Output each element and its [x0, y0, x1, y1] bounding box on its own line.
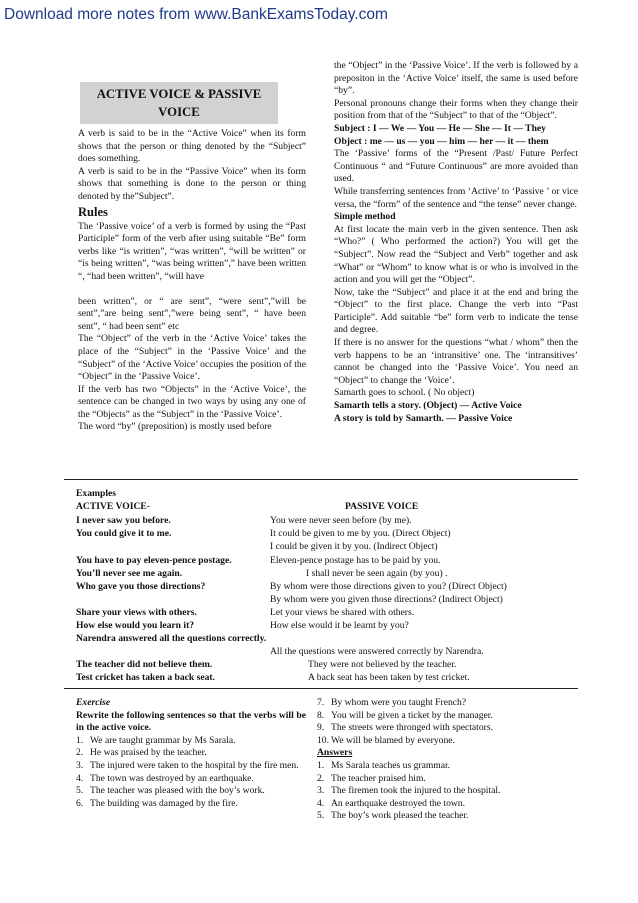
item-number: 3. [76, 759, 84, 771]
list-item [76, 747, 306, 760]
example-active-1: I never saw you before. [76, 515, 171, 526]
example-active-10: Narendra answered all the questions correctly. [76, 633, 267, 644]
item-number: 5. [317, 810, 325, 822]
item-text: The boy’s work pleased the teacher. [331, 810, 469, 822]
list-item [76, 785, 306, 798]
example-no-object: Samarth goes to school. ( No object) [334, 387, 475, 399]
item-number: 3. [317, 785, 325, 797]
simple-method-heading: Simple method [334, 211, 396, 223]
exercise-list-cont [317, 697, 579, 747]
passive-voice-label: PASSIVE VOICE [345, 501, 419, 512]
item-number: 8. [317, 709, 325, 721]
list-item [317, 773, 579, 786]
item-text: Ms Sarala teaches us grammar. [331, 759, 451, 771]
item-number: 10. [317, 734, 329, 746]
item-text: We are taught grammar by Ms Sarala. [90, 734, 236, 746]
list-item [317, 710, 579, 723]
item-text: The streets were thronged with spectators. [331, 722, 493, 734]
example-active-5: You’ll never see me again. [76, 568, 183, 579]
item-text: The town was destroyed by an earthquake. [90, 772, 254, 784]
intransitive-rule: If there is no answer for the questions “what / whom” then the verb happens to be an ‘intransitive’ one. The ‘intransitives’ cannot be changed into the ‘Passive Voice’. You need an “Object” to change the ‘Voice’. [334, 337, 578, 386]
item-text: He was praised by the teacher. [90, 747, 207, 759]
active-voice-definition: A verb is said to be in the “Active Voice” when its form shows that the person or thing denoted by the “Subject” does something. [78, 128, 306, 165]
example-passive-11: All the questions were answered correctly by Narendra. [270, 646, 484, 657]
right-column [334, 60, 578, 425]
object-pronouns: Object : me — us — you — him — her — it — them [334, 135, 549, 147]
list-item [76, 773, 306, 786]
list-item [317, 760, 579, 773]
item-number: 1. [76, 734, 84, 746]
continuous-rule: The ‘Passive’ forms of the “Present /Past/ Future Perfect Continuous “ and “Future Continuous” are more avoided than used. [334, 148, 578, 185]
item-number: 7. [317, 697, 325, 708]
example-active-4: You have to pay eleven-pence postage. [76, 555, 232, 566]
item-number: 4. [76, 772, 84, 784]
download-banner[interactable]: Download more notes from www.BankExamsToday.com [4, 6, 388, 23]
example-passive-13: A back seat has been taken by test cricket. [308, 672, 470, 683]
left-column [78, 128, 306, 434]
example-active: Samarth tells a story. (Object) — Active Voice [334, 400, 522, 412]
item-text: The building was damaged by the fire. [90, 797, 238, 809]
item-number: 2. [76, 747, 84, 759]
item-text: By whom were you taught French? [331, 697, 467, 708]
example-passive-4: Eleven-pence postage has to be paid by you. [270, 555, 441, 566]
item-number: 2. [317, 772, 325, 784]
divider-2 [64, 688, 578, 689]
pronoun-rule: Personal pronouns change their forms when they change their position from that of the “Subject” to that of the “Object”. [334, 97, 578, 122]
item-number: 5. [76, 785, 84, 797]
examples-heading: Examples [76, 488, 116, 499]
exercise-left [76, 697, 306, 810]
example-active-9: How else would you learn it? [76, 620, 195, 631]
list-item [317, 722, 579, 735]
rule-1-cont: been written”, or “ are sent”, “were sent”,”will be sent”,”are being sent”,”were being sent”, “ have been sent”, “ had been sent” etc [78, 295, 306, 332]
item-number: 4. [317, 797, 325, 809]
answers-list [317, 760, 579, 823]
rule-2: The “Object” of the verb in the ‘Active Voice’ takes the place of the “Subject” in the ‘Passive Voice’ and the “Subject” of the ‘Active Voice’ occupies the position of the “Object” in the ‘Passive Voice’. [78, 333, 306, 383]
example-passive-8: Let your views be shared with others. [270, 607, 415, 618]
example-passive-12: They were not believed by the teacher. [308, 659, 457, 670]
item-number: 6. [76, 797, 84, 809]
item-text: You will be given a ticket by the manager. [331, 709, 493, 721]
divider-1 [64, 479, 578, 480]
method-step-1: At first locate the main verb in the given sentence. Then ask “Who?” ( Who performed the action?) You will get the “Subject”. Now read the “Subject and Verb” together and ask “What” or “Whom” to know what is or who is involved in the action and you will get the “Object”. [334, 223, 578, 286]
example-active-6: Who gave you those directions? [76, 581, 206, 592]
title-line-1: ACTIVE VOICE & PASSIVE [96, 87, 262, 101]
example-passive-9: How else would it be learnt by you? [270, 620, 409, 631]
passive-voice-definition: A verb is said to be in the “Passive Voice” when its form shows that something is done to the person or thing denoted by the”Subject”. [78, 165, 306, 202]
example-passive-5: I shall never be seen again (by you) . [306, 568, 448, 579]
example-passive-6: By whom were those directions given to you? (Direct Object) [270, 581, 507, 592]
example-passive-7: By whom were you given those directions? (Indirect Object) [270, 594, 503, 605]
tense-rule: While transferring sentences from ‘Active’ to ‘Passive ’ or vice versa, the “form” of the sentence and “the tense” never change. [334, 185, 578, 210]
item-text: The injured were taken to the hospital by the fire men. [90, 759, 299, 771]
page-title [80, 82, 278, 124]
rules-heading: Rules [78, 204, 108, 219]
example-active-8: Share your views with others. [76, 607, 197, 618]
title-line-2: VOICE [158, 105, 200, 119]
rule-3: If the verb has two “Objects” in the ‘Active Voice’, the sentence can be changed in two ways by using any one of the “Objects” as the “Subject” in the ‘Passive Voice’. [78, 383, 306, 420]
list-item [76, 760, 306, 773]
example-passive: A story is told by Samarth. — Passive Voice [334, 412, 513, 424]
rule-4-cont: the “Object” in the ‘Passive Voice’. If the verb is followed by a prepositon in the ‘Active Voice’ itself, the same is used before “by”. [334, 60, 578, 97]
method-step-2: Now, take the “Subject” and place it at the end and bring the “Object” to the first place. Change the verb into “Past Participle”. Add suitable “be” form verb to indicate the tense and degree. [334, 286, 578, 336]
answers-heading: Answers [317, 747, 353, 759]
list-item [317, 735, 579, 748]
list-item [317, 798, 579, 811]
exercise-heading: Exercise [76, 697, 111, 708]
example-passive-1: You were never seen before (by me). [270, 515, 412, 526]
example-active-13: Test cricket has taken a back seat. [76, 672, 216, 683]
example-active-2: You could give it to me. [76, 528, 172, 539]
example-active-12: The teacher did not believe them. [76, 659, 213, 670]
exercise-list [76, 735, 306, 811]
list-item [76, 798, 306, 811]
active-voice-label: ACTIVE VOICE- [76, 501, 150, 512]
rule-1: The ‘Passive voice’ of a verb is formed by using the “Past Participle” form of the verb after using suitable “Be” form verbs like “is written”, “was written”, “will be written” or “is being written”, “was being written”,” have been written “, “had been written”, “will have [78, 220, 306, 282]
item-text: The firemen took the injured to the hospital. [331, 785, 501, 797]
item-text: We will be blamed by everyone. [331, 734, 455, 746]
rule-4: The word “by” (preposition) is mostly used before [78, 421, 272, 433]
exercise-right [317, 697, 579, 823]
item-number: 1. [317, 759, 325, 771]
item-text: An earthquake destroyed the town. [331, 797, 466, 809]
item-text: The teacher praised him. [331, 772, 426, 784]
item-text: The teacher was pleased with the boy’s work. [90, 785, 265, 797]
item-number: 9. [317, 722, 325, 734]
list-item [317, 810, 579, 823]
exercise-instruction: Rewrite the following sentences so that the verbs will be in the active voice. [76, 709, 306, 734]
example-passive-2: It could be given to me by you. (Direct Object) [270, 528, 451, 539]
list-item [317, 785, 579, 798]
list-item [317, 697, 579, 710]
list-item [76, 735, 306, 748]
subject-pronouns: Subject : I — We — You — He — She — It — They [334, 122, 546, 134]
example-passive-3: I could be given it by you. (Indirect Object) [270, 541, 438, 552]
